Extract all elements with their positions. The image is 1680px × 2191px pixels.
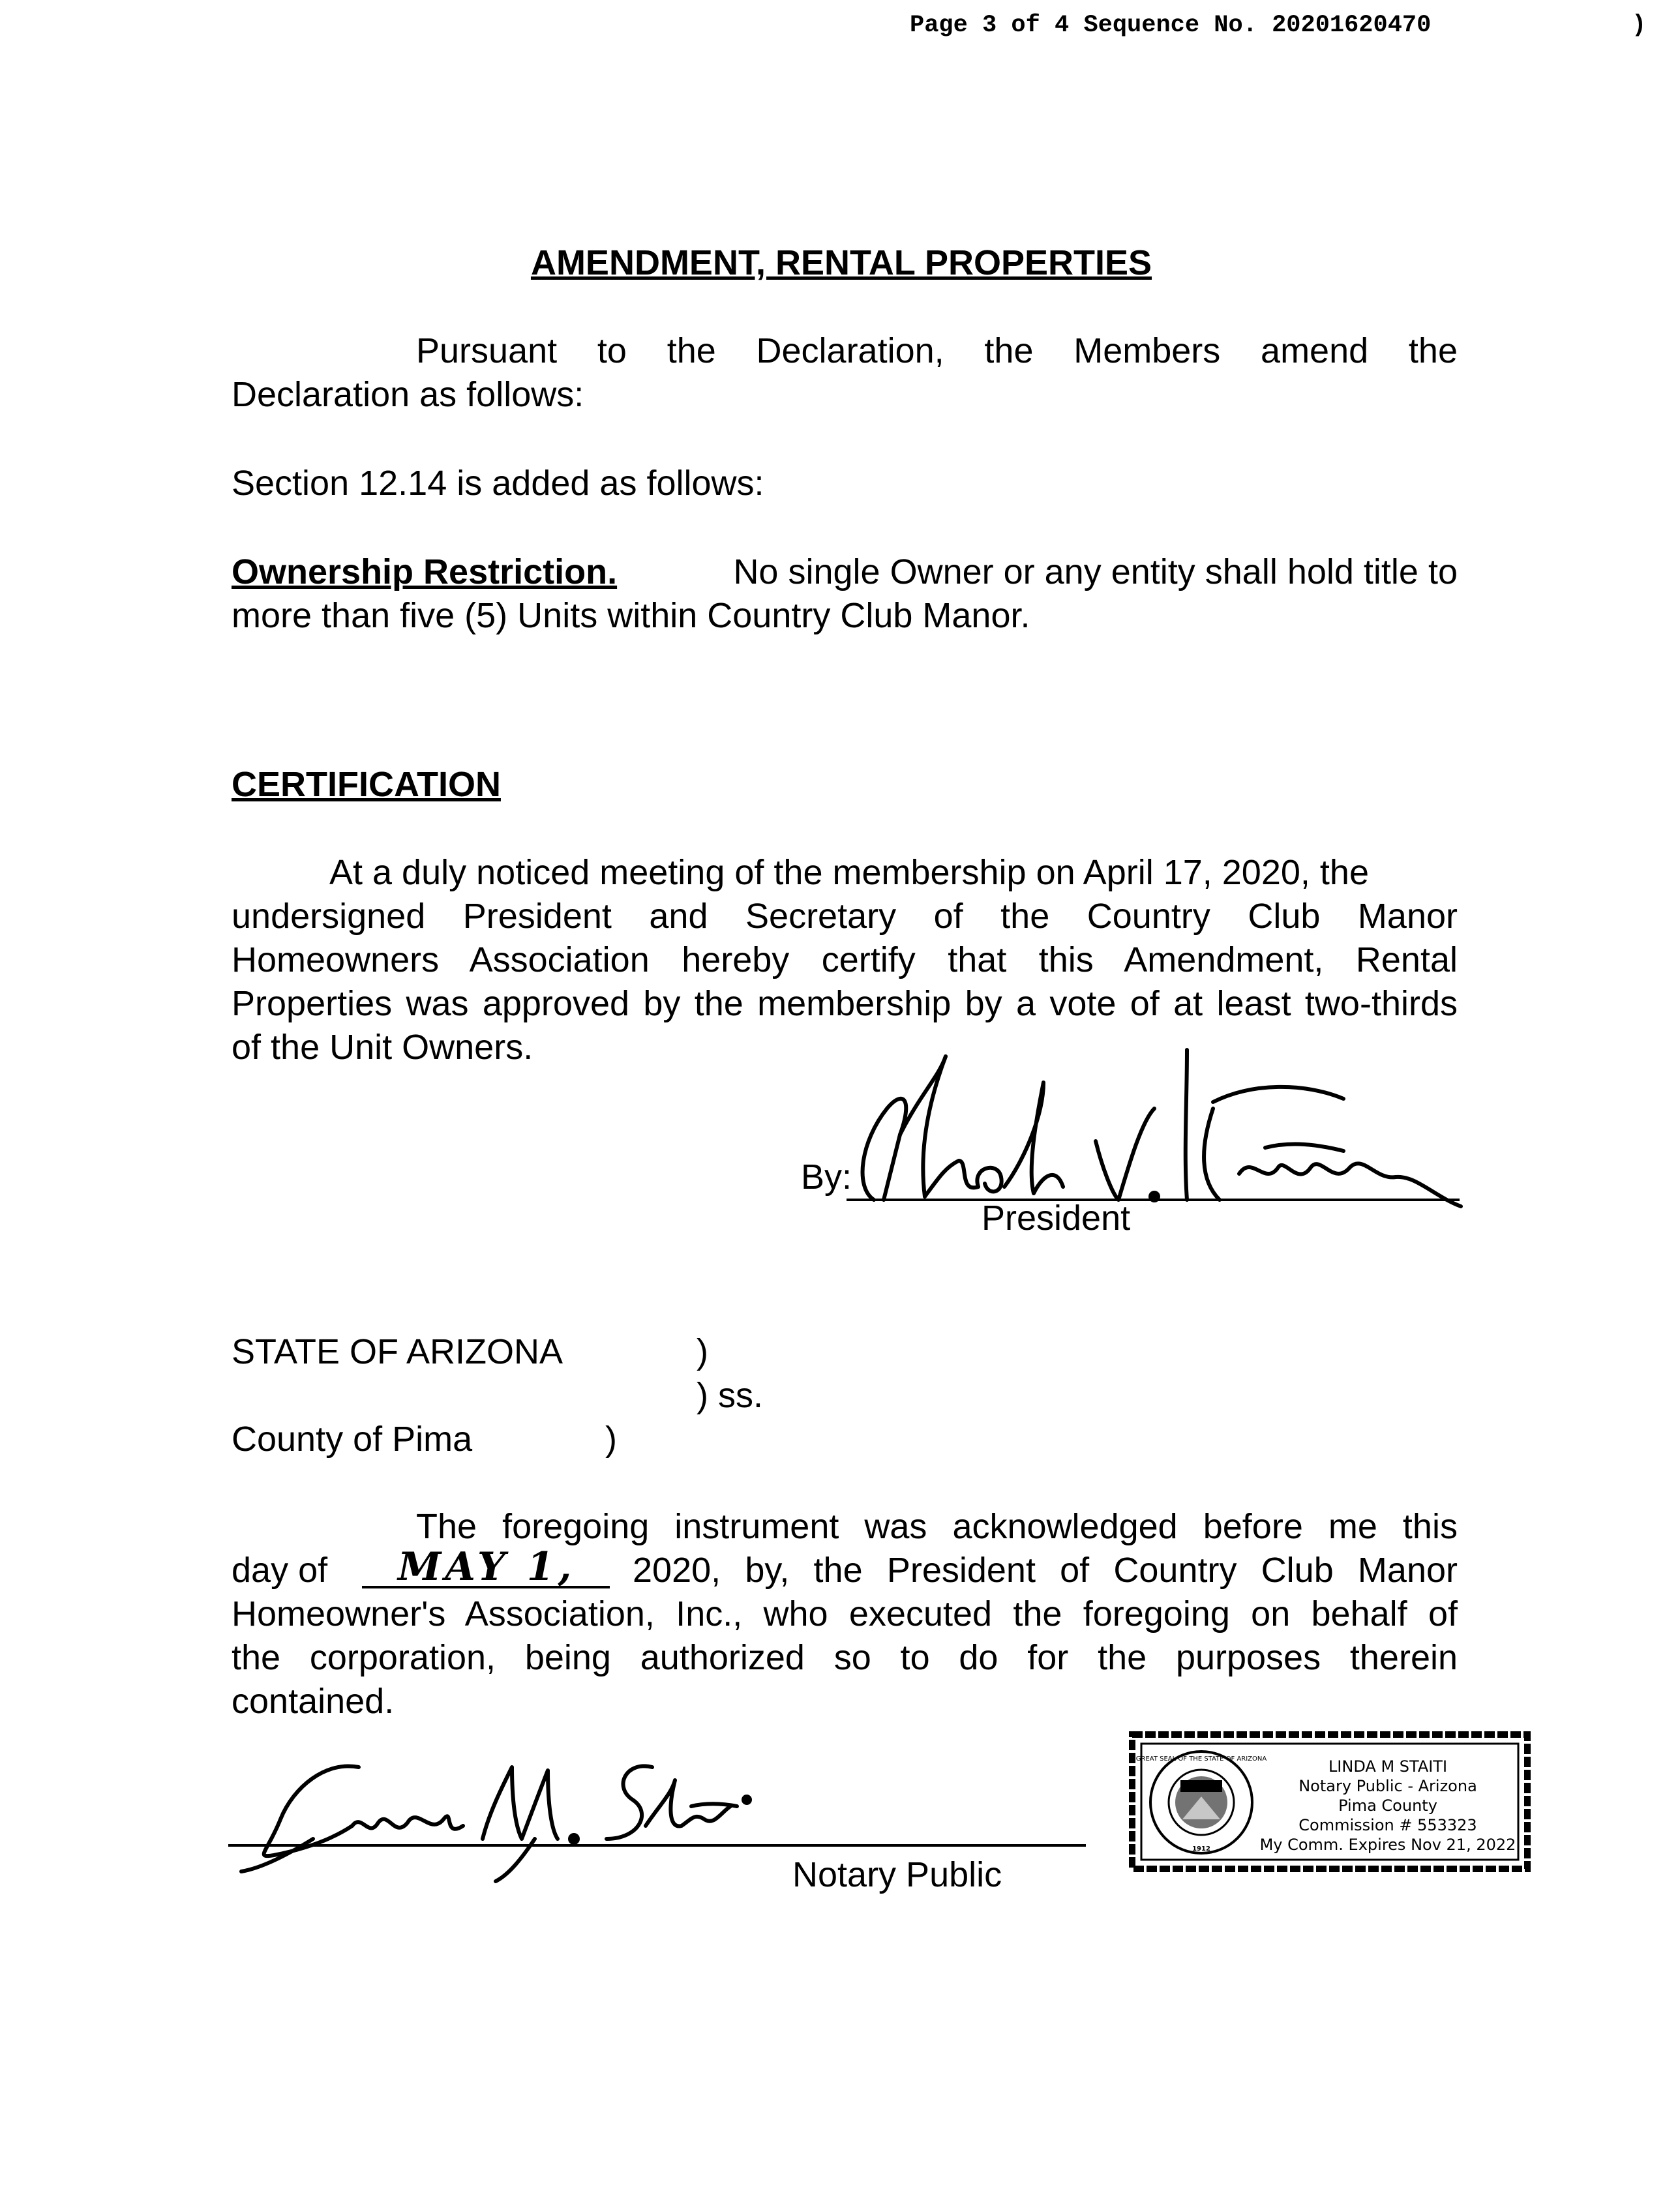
intro-word: amend [1261,331,1369,370]
ack-word: was [864,1507,927,1546]
intro-word: Members [1073,331,1221,370]
stamp-commission: Commission # 553323 [1298,1816,1477,1834]
intro-word: the [667,331,716,370]
venue-county: County of Pima [232,1420,473,1459]
seal-caption: GREAT SEAL OF THE STATE OF ARIZONA [1135,1755,1267,1763]
certification-line-1 [232,851,1458,895]
venue-state: STATE OF ARIZONA [232,1332,563,1371]
notary-stamp [1127,1729,1533,1874]
ack-word: acknowledged [952,1507,1178,1546]
ack-line-2-rest: 2020, by, the President of Country Club Manor [633,1551,1458,1590]
certification-title: CERTIFICATION [232,765,501,804]
ack-line-5: contained. [232,1682,395,1721]
ack-word: this [1402,1507,1458,1546]
page-sequence-header: Page 3 of 4 Sequence No. 20201620470 [910,12,1432,39]
restriction-heading: Ownership Restriction. [232,552,618,591]
intro-word: Declaration, [756,331,944,370]
certification-line-5: of the Unit Owners. [232,1028,533,1067]
intro-line-2: Declaration as follows: [232,375,584,414]
section-line: Section 12.14 is added as follows: [232,464,764,503]
ack-word: instrument [674,1507,839,1546]
stamp-name: LINDA M STAITI [1328,1757,1448,1776]
venue-paren-1: ) [697,1332,708,1371]
restriction-label [232,550,617,594]
intro-line-1 [416,329,1458,373]
certification-line-3: Homeowners Association hereby certify that this Amendment, Rental [232,940,1458,979]
intro-word: the [984,331,1034,370]
stamp-county: Pima County [1338,1796,1437,1815]
handwritten-date: MAY 1, [398,1544,576,1590]
ack-word: me [1328,1507,1377,1546]
ack-word: before [1203,1507,1303,1546]
amendment-title: AMENDMENT, RENTAL PROPERTIES [530,243,1152,282]
restriction-text-line-1: No single Owner or any entity shall hold title to [733,552,1458,591]
header-right-mark: ) [1632,12,1647,39]
stamp-title: Notary Public - Arizona [1298,1777,1477,1795]
president-signature [848,1037,1461,1239]
intro-word: Pursuant [416,331,558,370]
certification-line-4: Properties was approved by the membership by a vote of at least two-thirds [232,984,1458,1023]
notary-public-label: Notary Public [792,1855,1002,1894]
ack-line-3: Homeowner's Association, Inc., who executed the foregoing on behalf of [232,1594,1458,1633]
intro-word: to [597,331,627,370]
ack-line-4: the corporation, being authorized so to do for the purposes therein [232,1638,1458,1677]
state-seal-icon [1135,1748,1267,1857]
venue-paren-3: ) [605,1420,617,1459]
president-title: President [982,1199,1131,1238]
ack-word: The [416,1507,477,1546]
intro-word: the [1408,331,1458,370]
certification-text: undersigned President and Secretary of the Country Club Manor [232,897,1458,936]
seal-year: 1912 [1192,1845,1210,1853]
venue-ss: ) ss. [697,1376,763,1415]
restriction-text-line-2: more than five (5) Units within Country Club Manor. [232,596,1030,635]
by-label: By: [801,1157,852,1197]
notary-signature [235,1741,757,1885]
certification-line-2 [232,895,1458,938]
stamp-expires: My Comm. Expires Nov 21, 2022 [1259,1836,1516,1854]
ack-day-of: day of [232,1551,328,1590]
ack-line-1 [416,1505,1458,1549]
ack-word: foregoing [502,1507,650,1546]
certification-text: At a duly noticed meeting of the membership on April 17, 2020, the [329,853,1369,892]
